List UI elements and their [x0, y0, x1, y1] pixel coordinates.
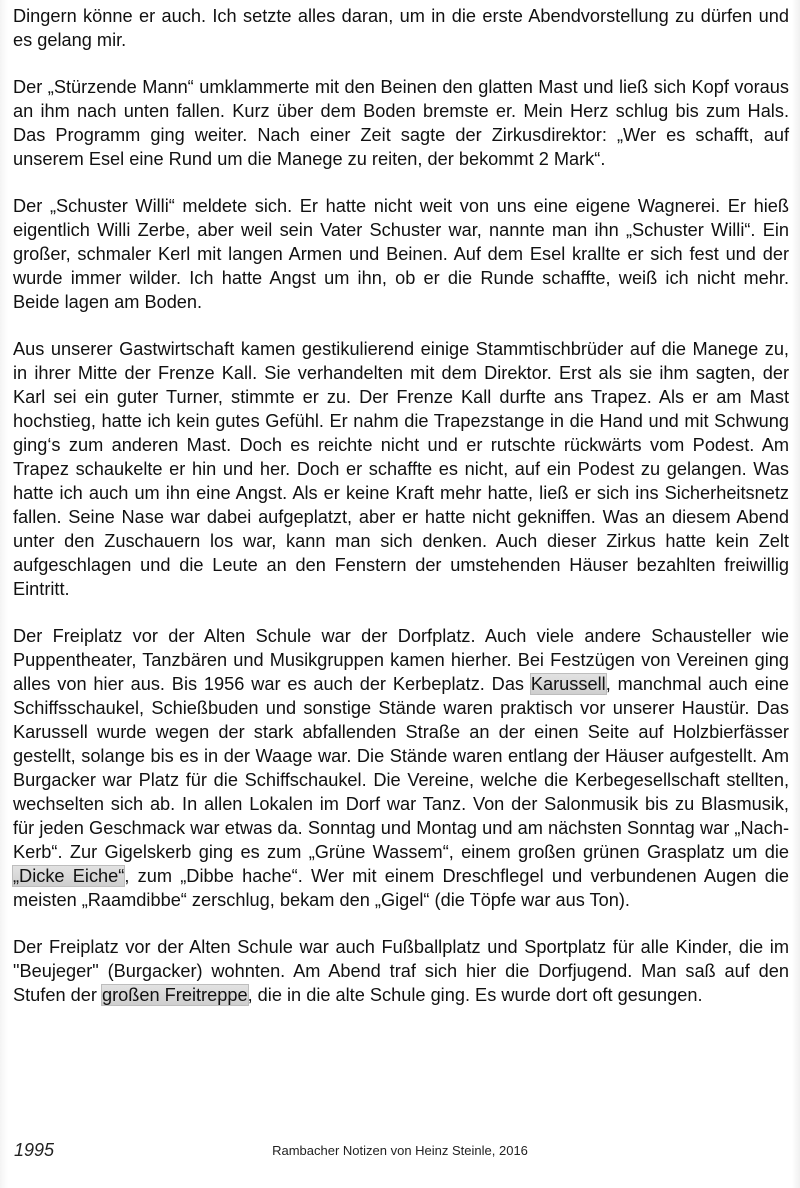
paragraph-5 [13, 624, 789, 912]
paragraph-2 [13, 75, 789, 171]
paragraph-4 [13, 337, 789, 601]
highlight-karussell[interactable]: Karussell [530, 674, 606, 694]
paragraph-6-text-a: Der Freiplatz vor der Alten Schule war auch Fußballplatz und Sportplatz für alle Kinder, die im "Beujeger" (Burgacker) wohnten. Am Abend traf sich hier die Dorfjugend. Man saß auf den Stufen der [13, 937, 789, 1005]
paragraph-1 [13, 4, 789, 52]
paragraph-5-text-b: , manchmal auch eine Schiffsschaukel, Schießbuden und sonstige Stände waren praktisch vor unserer Haustür. Das Karussell wurde wegen der stark abfallenden Straße an der einen Seite auf Holzbierfässer gestellt, solange bis es in der Waage war. Die Stände waren entlang der Häuser aufgestellt. Am Burgacker war Platz für die Schiffschaukel. Die Vereine, welche die Kerbegesellschaft stellten, wechselten sich ab. In allen Lokalen im Dorf war Tanz. Von der Salonmusik bis zu Blasmusik, für jeden Geschmack war etwas da. Sonntag und Montag und am nächsten Sonntag war „Nach-Kerb“. Zur Gigelskerb ging es zum „Grüne Wassem“, einem großen grünen Grasplatz um die [13, 674, 789, 862]
paragraph-6-text-b: , die in die alte Schule ging. Es wurde dort oft gesungen. [247, 985, 703, 1005]
document-body [13, 4, 789, 1030]
highlight-dicke-eiche[interactable]: „Dicke Eiche“ [13, 866, 125, 886]
paragraph-2-text: Der „Stürzende Mann“ umklammerte mit den Beinen den glatten Mast und ließ sich Kopf voraus an ihm nach unten fallen. Kurz über dem Boden bremste er. Mein Herz schlug bis zum Hals. Das Programm ging weiter. Nach einer Zeit sagte der Zirkusdirektor: „Wer es schafft, auf unserem Esel eine Rund um die Manege zu reiten, der bekommt 2 Mark“. [13, 77, 789, 169]
paragraph-4-text: Aus unserer Gastwirtschaft kamen gestikulierend einige Stammtischbrüder auf die Manege zu, in ihrer Mitte der Frenze Kall. Sie verhandelten mit dem Direktor. Erst als sie ihm sagten, der Karl sei ein guter Turner, stimmte er zu. Der Frenze Kall durfte ans Trapez. Als er am Mast hochstieg, hatte ich kein gutes Gefühl. Er nahm die Trapezstange in die Hand und mit Schwung ging‘s zum anderen Mast. Doch es reichte nicht und er rutschte rückwärts vom Podest. Am Trapez schaukelte er hin und her. Doch er schaffte es nicht, auf ein Podest zu gelangen. Was hatte ich auch um ihn eine Angst. Als er keine Kraft mehr hatte, ließ er sich ins Sicherheitsnetz fallen. Seine Nase war dabei aufgeplatzt, aber er hatte nicht gekniffen. Was an diesem Abend unter den Zuschauern los war, kann man sich denken. Auch dieser Zirkus hatte kein Zelt aufgeschlagen und die Leute an den Fenstern der umstehenden Häuser bezahlten freiwillig Eintritt. [13, 339, 789, 599]
paragraph-3 [13, 194, 789, 314]
footer-credit: Rambacher Notizen von Heinz Steinle, 2016 [272, 1143, 528, 1158]
paragraph-5-text-a: Der Freiplatz vor der Alten Schule war der Dorfplatz. Auch viele andere Schausteller wie Puppentheater, Tanzbären und Musikgruppen kamen hierher. Bei Festzügen von Vereinen ging alles von hier aus. Bis 1956 war es auch der Kerbeplatz. Das [13, 626, 789, 694]
paragraph-1-text: Dingern könne er auch. Ich setzte alles daran, um in die erste Abendvorstellung zu dürfen und es gelang mir. [13, 6, 789, 50]
paragraph-6 [13, 935, 789, 1007]
footer-year: 1995 [14, 1140, 55, 1160]
paragraph-5-text-c: , zum „Dibbe hache“. Wer mit einem Dreschflegel und verbundenen Augen die meisten „Raamdibbe“ zerschlug, bekam den „Gigel“ (die Töpfe war aus Ton). [13, 866, 789, 910]
highlight-grosse-freitreppe[interactable]: großen Freitreppe [101, 985, 248, 1005]
paragraph-3-text: Der „Schuster Willi“ meldete sich. Er hatte nicht weit von uns eine eigene Wagnerei. Er hieß eigentlich Willi Zerbe, aber weil sein Vater Schuster war, nannte man ihn „Schuster Willi“. Ein großer, schmaler Kerl mit langen Armen und Beinen. Auf dem Esel krallte er sich fest und der wurde immer wilder. Ich hatte Angst um ihn, ob er die Runde schaffte, weiß ich nicht mehr. Beide lagen am Boden. [13, 196, 789, 312]
